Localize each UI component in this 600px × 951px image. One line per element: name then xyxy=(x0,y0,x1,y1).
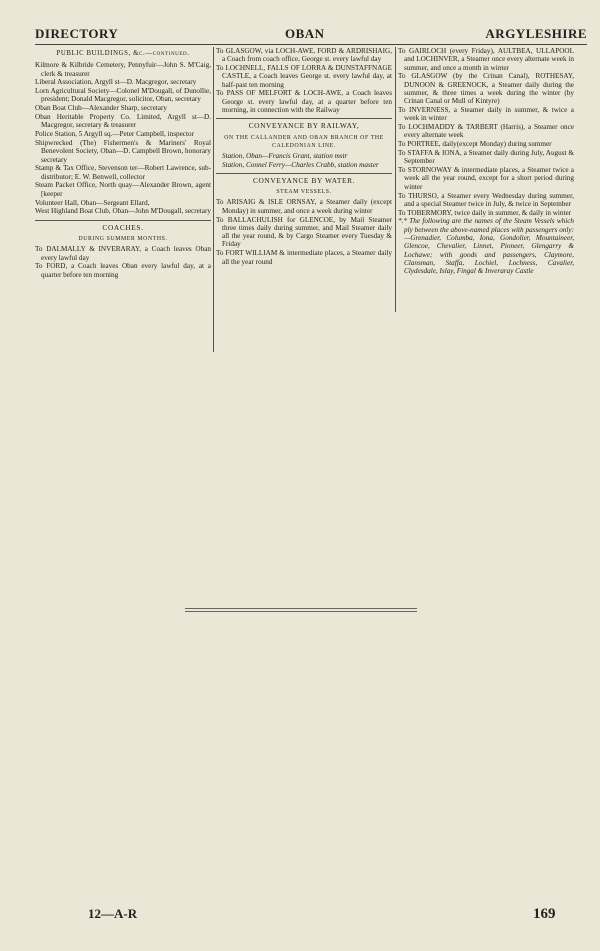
list-item: Station, Connel Ferry—Charles Crabb, station master xyxy=(222,160,379,169)
list-item: To FORT WILLIAM & intermediate places, a Steamer daily all the year round xyxy=(216,249,392,266)
header-left: DIRECTORY xyxy=(35,26,119,41)
list-item: Oban Heritable Property Co. Limited, Argyll st—D. Macgregor, secretary & treasurer xyxy=(35,113,211,130)
list-item: To LOCHMADDY & TARBERT (Harris), a Steamer once every alternate week xyxy=(398,123,574,140)
section-rule xyxy=(216,118,392,119)
header-rule xyxy=(35,44,587,45)
list-item: Steam Packet Office, North quay—Alexander Brown, agent [keeper xyxy=(35,181,211,198)
list-item: To TOBERMORY, twice daily in summer, & daily in winter xyxy=(398,208,572,217)
railway-heading: CONVEYANCE BY RAILWAY, xyxy=(248,121,360,131)
list-item: Stamp & Tax Office, Stevenson ter—Robert Lawrence, sub-distributor; E. W. Benwell, collector xyxy=(35,164,211,181)
list-item: Police Station, 5 Argyll sq.—Peter Campbell, inspector xyxy=(35,130,194,139)
list-item: Shipwrecked (The) Fishermen's & Mariners' Royal Benevolent Society, Oban—D. Campbell Brown, honorary secretary xyxy=(35,138,211,164)
list-item: Kilmore & Kilbride Cemetery, Pennyfuir—John S. M'Caig, clerk & treasurer xyxy=(35,61,211,78)
column-1 xyxy=(35,47,211,279)
list-item: To FORD, a Coach leaves Oban every lawful day, at a quarter before ten morning xyxy=(35,262,211,279)
column-divider xyxy=(213,47,214,352)
header-right: ARGYLESHIRE xyxy=(485,26,587,41)
list-item: West Highland Boat Club, Oban—John M'Dougall, secretary xyxy=(35,207,211,216)
column-1-title: PUBLIC BUILDINGS, &c.—continued. xyxy=(56,50,190,57)
page-header xyxy=(35,26,587,44)
list-item: Volunteer Hall, Oban—Sergeant Ellard, xyxy=(35,198,150,207)
signature-mark: 12—A-R xyxy=(88,906,138,921)
railway-subheading: ON THE CALLANDER AND OBAN BRANCH OF THE CALEDONIAN LINE. xyxy=(224,134,384,149)
column-2 xyxy=(216,47,392,266)
header-center: OBAN xyxy=(285,26,325,41)
list-item: To LOCHNELL, FALLS OF LORRA & DUNSTAFFNAGE CASTLE, a Coach leaves George st. every lawful day, at half-past ten morning xyxy=(216,64,392,89)
list-item: To GLASGOW, via LOCH-AWE, FORD & ARDRISHAIG, a Coach from coach office, George st. every lawful day xyxy=(216,47,392,64)
column-divider xyxy=(395,47,396,312)
list-item: Liberal Association, Argyll st—D. Macgregor, secretary xyxy=(35,78,197,87)
list-item: Oban Boat Club—Alexander Sharp, secretary xyxy=(35,104,167,113)
vessel-note: *.* The following are the names of the Steam Vessels which ply between the above-named places with passengers only:—Grenadier, Columba, Iona, Gondolier, Mountaineer, Glencoe, Chevalier, Linnet, Pioneer, Glengarry & Lochawe; with goods and passengers, Claymore, Clansman, Staffa, Lochiel, Lochness, Cavalier, Clydesdale, Islay, Fingal & Inveraray Castle xyxy=(398,217,574,276)
list-item: To STORNOWAY & intermediate places, a Steamer twice a week all the year round, except for a short period during winter xyxy=(398,166,574,191)
list-item: To STAFFA & IONA, a Steamer daily during July, August & September xyxy=(398,149,574,166)
coaches-heading: COACHES. xyxy=(102,222,144,232)
end-rule xyxy=(185,608,417,609)
list-item: To DALMALLY & INVERARAY, a Coach leaves Oban every lawful day xyxy=(35,245,211,262)
section-rule xyxy=(35,220,211,221)
end-rule xyxy=(185,611,417,612)
page-number: 169 xyxy=(533,906,556,922)
list-item: To BALLACHULISH for GLENCOE, by Mail Steamer three times daily during summer, and Mail Steamer daily all the year round, & by Cargo Steamer every Tuesday & Friday xyxy=(216,215,392,249)
water-subheading: STEAM VESSELS. xyxy=(276,189,332,196)
list-item: To ARISAIG & ISLE ORNSAY, a Steamer daily (except Monday) in summer, and once a week during winter xyxy=(216,198,392,215)
list-item: To THURSO, a Steamer every Wednesday during summer, and a special Steamer twice in July, & twice in September xyxy=(398,191,574,208)
water-heading: CONVEYANCE BY WATER. xyxy=(252,175,356,185)
list-item: To PORTREE, daily(except Monday) during summer xyxy=(398,140,552,149)
section-rule xyxy=(216,173,392,174)
list-item: Station, Oban—Francis Grant, station mstr xyxy=(222,152,348,161)
list-item: To PASS OF MELFORT & LOCH-AWE, a Coach leaves George st. every lawful day, at a quarter before ten morning, in connection with the Railway xyxy=(216,89,392,115)
list-item: To GLASGOW (by the Crinan Canal), ROTHESAY, DUNOON & GREENOCK, a Steamer daily during the summer, & three times a week during the winter (by Crinan Canal or Mull of Kintyre) xyxy=(398,72,574,106)
list-item: To INVERNESS, a Steamer daily in summer, & twice a week in winter xyxy=(398,106,574,123)
list-item: Lorn Agricultural Society—Colonel M'Dougall, of Dunollie, president; Donald Macgregor, solicitor, Oban, secretary xyxy=(35,87,211,104)
column-3 xyxy=(398,47,574,276)
list-item: To GAIRLOCH (every Friday), AULTBEA, ULLAPOOL and LOCHINVER, a Steamer once every alternate week in summer, and once a month in winter xyxy=(398,47,574,72)
coaches-subheading: DURING SUMMER MONTHS. xyxy=(78,235,168,242)
